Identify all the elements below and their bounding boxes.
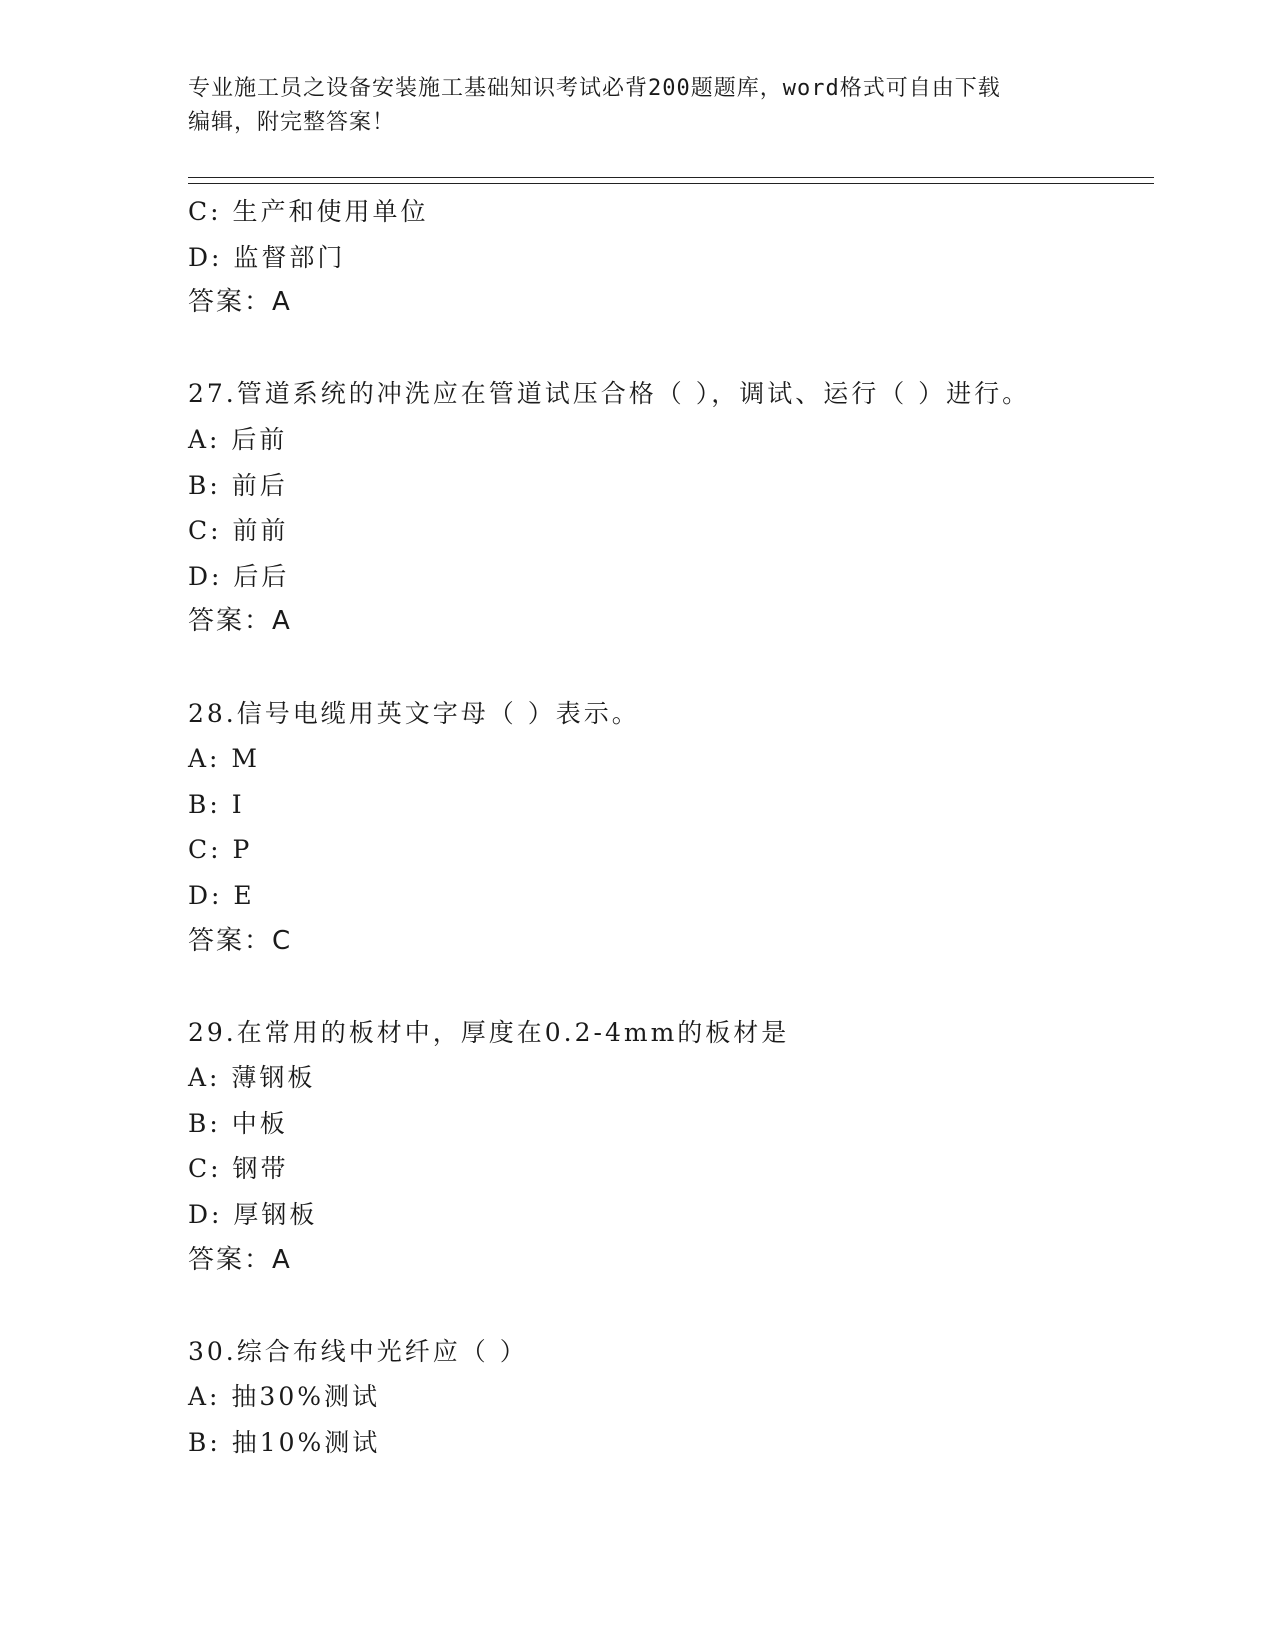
answer: 答案：A: [188, 606, 292, 637]
option-d: D: 厚钢板: [188, 1200, 318, 1230]
option-b: B: 中板: [188, 1108, 288, 1138]
option-b: B: 抽10%测试: [188, 1428, 381, 1458]
option-c: C: P: [188, 835, 253, 865]
option-a: A: 抽30%测试: [188, 1382, 380, 1412]
option-c: C: 前前: [188, 516, 289, 546]
option-d: D: 后后: [188, 561, 290, 591]
option-c: C: 钢带: [188, 1154, 289, 1184]
question-stem: 27.管道系统的冲洗应在管道试压合格（ ），调试、运行（ ）进行。: [188, 379, 1031, 409]
question-28: [188, 691, 1148, 965]
question-29: [188, 1010, 1148, 1284]
option-b: B: 前后: [188, 470, 288, 500]
header-divider-bottom: [188, 183, 1154, 184]
header-line-1: 专业施工员之设备安装施工基础知识考试必背200题题库，word格式可自由下载: [188, 76, 1001, 101]
option-a: A: 薄钢板: [188, 1063, 316, 1093]
answer: 答案：C: [188, 925, 293, 956]
option-b: B: I: [188, 789, 245, 819]
option-a: A: M: [188, 744, 261, 774]
question-27: [188, 371, 1148, 645]
question-26-continued: [188, 189, 1148, 326]
option-c: C: 生产和使用单位: [188, 197, 429, 226]
question-stem: 29.在常用的板材中，厚度在0.2-4mm的板材是: [188, 1017, 790, 1047]
header-line-2: 编辑，附完整答案！: [188, 110, 396, 135]
answer: 答案：A: [188, 287, 292, 318]
header-divider-top: [188, 177, 1154, 178]
question-30: [188, 1329, 1148, 1466]
answer: 答案：A: [188, 1244, 292, 1275]
question-stem: 28.信号电缆用英文字母（ ）表示。: [188, 698, 640, 728]
question-list: [188, 189, 1148, 1466]
option-d: D: E: [188, 880, 255, 910]
question-stem: 30.综合布线中光纤应（ ）: [188, 1336, 528, 1366]
option-a: A: 后前: [188, 424, 288, 454]
option-d: D: 监督部门: [188, 242, 346, 272]
document-header: [188, 72, 1068, 140]
